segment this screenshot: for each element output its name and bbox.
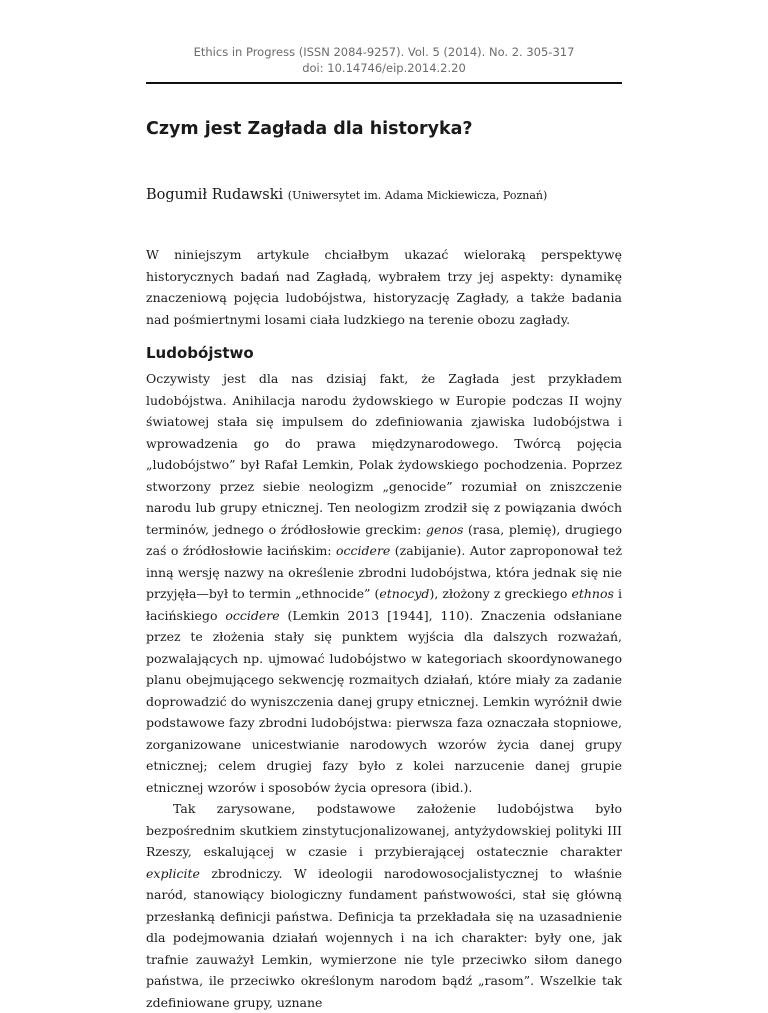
- italic-term-explicite: explicite: [146, 865, 200, 881]
- text-run: (rasa, plemię), drugiego zaś o źródłosłowie łacińskim:: [146, 521, 622, 558]
- author-name: Bogumił Rudawski: [146, 187, 284, 203]
- text-run: ), złożony z greckiego: [429, 586, 572, 601]
- italic-term-etnocyd: etnocyd: [379, 586, 430, 601]
- journal-header: [146, 44, 622, 76]
- header-rule: [146, 82, 622, 84]
- body-paragraph-2: [146, 798, 622, 1013]
- text-run: (zabijanie). Autor zaproponował też inną wersję nazwy na określenie zbrodni ludobójstwa, która jednak się nie przyjęła—był to termin „ethnocide” (: [146, 543, 623, 601]
- italic-term-ethnos: ethnos: [571, 586, 614, 601]
- abstract: W niniejszym artykule chciałbym ukazać wieloraką perspektywę historycznych badań nad Zagładą, wybrałem trzy jej aspekty: dynamikę znaczeniową pojęcia ludobójstwa, historyzację Zagłady, a także badania nad pośmiertnymi losami ciała ludzkiego na terenie obozu zagłady.: [146, 247, 622, 327]
- author-line: [146, 187, 622, 203]
- journal-citation: Ethics in Progress (ISSN 2084-9257). Vol. 5 (2014). No. 2. 305-317: [193, 45, 575, 59]
- doi-line: doi: 10.14746/eip.2014.2.20: [302, 61, 466, 75]
- article-title: Czym jest Zagłada dla historyka?: [146, 119, 473, 139]
- text-run: zbrodniczy. W ideologii narodowosocjalistycznej to właśnie naród, stanowiący biologiczny fundament państwowości, stał się główną przesłanką definicji państwa. Definicja ta przekładała się na uzasadnienie dla podejmowania działań wojennych i na ich charakter: były one, jak trafnie zauważył Lemkin, wymierzone nie tyle przeciwko siłom danego państwa, ile przeciwko określonym narodom bądź „rasom”. Wszelkie tak zdefiniowane grupy, uznane: [146, 865, 622, 1010]
- italic-term-occidere: occidere: [336, 543, 391, 558]
- body-paragraph-1: [146, 368, 622, 798]
- author-affiliation: (Uniwersytet im. Adama Mickiewicza, Poznań): [287, 189, 548, 202]
- text-run: Tak zarysowane, podstawowe założenie ludobójstwa było bezpośrednim skutkiem zinstytucjonalizowanej, antyżydowskiej polityki III Rzeszy, eskalującej w czasie i przybierającej ostatecznie charakter: [146, 801, 622, 859]
- text-run: Oczywisty jest dla nas dzisiaj fakt, że Zagłada jest przykładem ludobójstwa. Anihilacja narodu żydowskiego w Europie podczas II wojny światowej stała się impulsem do zdefiniowania zjawiska ludobójstwa i wprowadzenia go do prawa międzynarodowego. Twórcą pojęcia „ludobójstwo” był Rafał Lemkin, Polak żydowskiego pochodzenia. Poprzez stworzony przez siebie neologizm „genocide” rozumiał on zniszczenie narodu lub grupy etnicznej. Ten neologizm zrodził się z powiązania dwóch terminów, jednego o źródłosłowie greckim:: [146, 371, 622, 537]
- italic-term-occidere: occidere: [225, 607, 280, 623]
- italic-term-genos: genos: [425, 521, 464, 537]
- text-run: i łacińskiego: [146, 586, 622, 623]
- section-heading: Ludobójstwo: [146, 344, 254, 362]
- text-run: (Lemkin 2013 [1944], 110). Znaczenia odsłaniane przez te złożenia stały się punktem wyjścia dla dalszych rozważań, pozwalających np. ujmować ludobójstwo w kategoriach skoordynowanego planu obejmującego sekwencję rozmaitych działań, które miały za zadanie doprowadzić do wyniszczenia danej grupy etnicznej. Lemkin wyróżnił dwie podstawowe fazy zbrodni ludobójstwa: pierwsza faza oznaczała stopniowe, zorganizowane unicestwianie narodowych wzorów życia danej grupy etnicznej; celem drugiej fazy było z kolei narzucenie danej grupie etnicznej wzorów i sposobów życia opresora (ibid.).: [146, 607, 622, 795]
- section-body: [146, 368, 622, 1013]
